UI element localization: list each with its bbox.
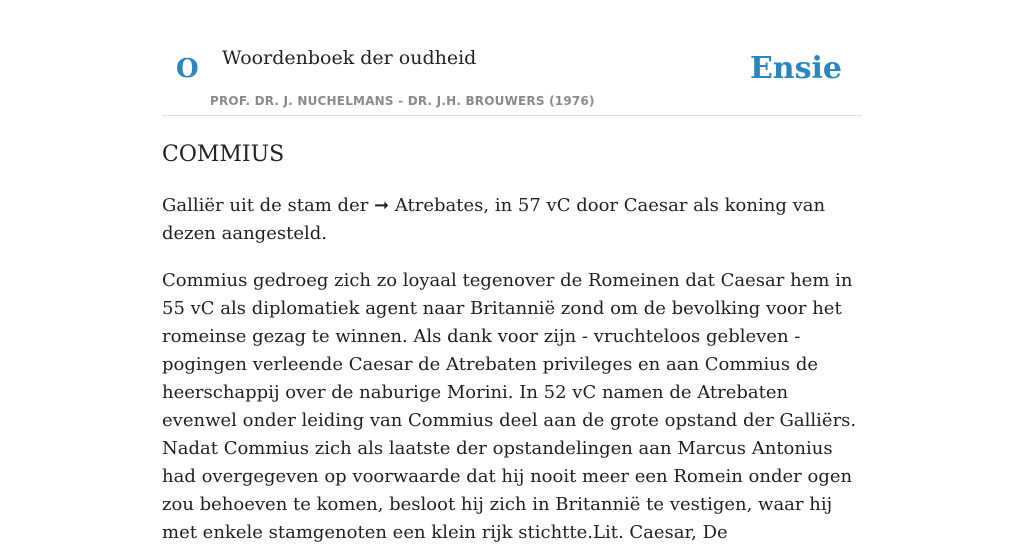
ensie-logo[interactable]: Ensie xyxy=(749,51,842,86)
entry-paragraph: Galliër uit de stam der ➞ Atrebates, in 57 vC door Caesar als koning van dezen aangesteld. xyxy=(162,195,826,244)
book-authors: PROF. DR. J. NUCHELMANS - DR. J.H. BROUWERS (1976) xyxy=(210,94,595,108)
page-header xyxy=(162,0,862,116)
entry-paragraph: Commius gedroeg zich zo loyaal tegenover de Romeinen dat Caesar hem in 55 vC als diplomatiek agent naar Britannië zond om de bevolking voor het romeinse gezag te winnen. Als dank voor zijn - vruchteloos gebleven - pogingen verleende Caesar de Atrebaten privileges en aan Commius de heerschappij over de naburige Morini. In 52 vC namen de Atrebaten evenwel onder leiding van Commius deel aan de grote opstand der Galliërs. Nadat Commius zich als laatste der opstandelingen aan Marcus Antonius had overgegeven op voorwaarde dat hij nooit meer een Romein onder ogen zou behoeven te komen, besloot hij zich in Britannië te vestigen, waar hij met enkele stamgenoten een klein rijk stichtte.Lit. Caesar, De xyxy=(162,270,857,543)
index-letter[interactable]: O xyxy=(176,54,199,84)
entry-title: COMMIUS xyxy=(162,142,285,167)
page-content xyxy=(162,0,862,543)
book-title[interactable]: Woordenboek der oudheid xyxy=(222,47,477,69)
